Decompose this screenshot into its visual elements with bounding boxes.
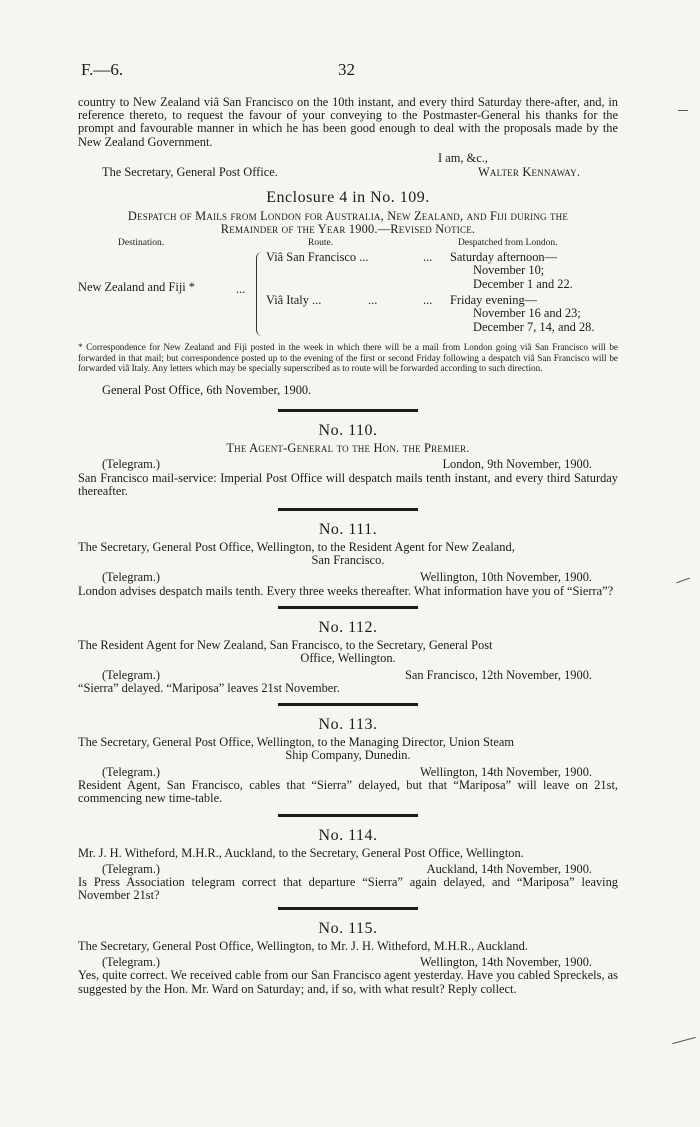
- telegram-tag: (Telegram.): [102, 764, 160, 779]
- telegram-body: Is Press Association telegram correct that departure “Sierra” again delayed, and “Mariposa” leaving November 21st?: [78, 875, 618, 903]
- addressee: The Secretary, General Post Office.: [102, 164, 278, 179]
- telegram-dateline: London, 9th November, 1900.: [442, 457, 592, 472]
- telegram-parties: Mr. J. H. Witheford, M.H.R., Auckland, to the Secretary, General Post Office, Wellington.: [78, 845, 524, 860]
- telegram-parties: Ship Company, Dunedin.: [285, 748, 411, 763]
- telegram-body: Resident Agent, San Francisco, cables that “Sierra” delayed, but that “Mariposa” will leave on 21st, commencing new time-table.: [78, 778, 618, 806]
- telegram-114: [78, 827, 618, 903]
- footnote: * Correspondence for New Zealand and Fiji posted in the week in which there will be a mail from London going viâ San Francisco will be forwarded in that mail; but correspondence posted up to the evening of the first or second Friday following a despatch viâ San Francisco will be forwarded viâ Italy. Any letters which may be specially superscribed as to route will be forwarded according to such direction.: [78, 342, 618, 374]
- telegram-dateline: Wellington, 14th November, 1900.: [420, 764, 592, 779]
- telegram-112: [78, 619, 618, 695]
- despatch-cell: November 10;: [473, 263, 545, 278]
- route-cell: Viâ Italy ...: [266, 293, 322, 308]
- telegram-heading: No. 114.: [318, 826, 378, 844]
- telegram-tag: (Telegram.): [102, 667, 160, 682]
- section-rule: [278, 409, 418, 412]
- destination-leader: ...: [236, 282, 246, 297]
- despatch-cell: December 1 and 22.: [473, 277, 573, 292]
- route-brace: [256, 252, 263, 336]
- section-rule: [278, 814, 418, 817]
- column-header-destination: Destination.: [118, 238, 165, 249]
- telegram-110: [78, 422, 618, 498]
- telegram-heading: No. 111.: [318, 521, 378, 539]
- telegram-parties: The Secretary, General Post Office, Wellington, to the Managing Director, Union Steam: [78, 735, 514, 750]
- telegram-body: Yes, quite correct. We received cable from our San Francisco agent yesterday. Have you cabled Spreckels, as suggested by the Hon. Mr. Ward on Saturday; and, if so, with what result? Reply collect.: [78, 968, 618, 996]
- signature: Walter Kennaway.: [478, 164, 581, 179]
- section-rule: [278, 606, 418, 609]
- route-cell: Viâ San Francisco ...: [266, 250, 369, 265]
- telegram-parties: The Secretary, General Post Office, Wellington, to the Resident Agent for New Zealand,: [78, 540, 515, 555]
- despatch-cell: Friday evening—: [450, 293, 538, 308]
- telegram-tag: (Telegram.): [102, 861, 160, 876]
- section-rule: [278, 508, 418, 511]
- column-header-route: Route.: [308, 238, 334, 249]
- route-leader: ...: [368, 293, 378, 308]
- despatch-table: [78, 238, 618, 342]
- route-leader: ...: [423, 250, 433, 265]
- telegram-body: London advises despatch mails tenth. Every three weeks thereafter. What information have you of “Sierra”?: [78, 583, 614, 598]
- telegram-parties: The Secretary, General Post Office, Wellington, to Mr. J. H. Witheford, M.H.R., Auckland.: [78, 938, 528, 953]
- telegram-parties: Office, Wellington.: [300, 651, 396, 666]
- despatch-cell: December 7, 14, and 28.: [473, 320, 595, 335]
- telegram-body: “Sierra” delayed. “Mariposa” leaves 21st November.: [78, 681, 340, 696]
- enclosure-section: [78, 189, 618, 397]
- telegram-parties: The Agent-General to the Hon. the Premier.: [226, 440, 470, 455]
- document-reference: F.—6.: [81, 60, 124, 79]
- telegram-dateline: Auckland, 14th November, 1900.: [426, 861, 592, 876]
- telegram-dateline: Wellington, 14th November, 1900.: [420, 954, 592, 969]
- telegram-heading: No. 113.: [318, 716, 378, 734]
- scan-mark: [678, 110, 688, 111]
- despatch-cell: November 16 and 23;: [473, 306, 581, 321]
- destination-cell: New Zealand and Fiji *: [78, 280, 195, 295]
- opening-section: [78, 96, 618, 179]
- telegram-113: [78, 716, 618, 805]
- enclosure-subtitle: Despatch of Mails from London for Australia, New Zealand, and Fiji during the: [127, 208, 569, 223]
- route-leader: ...: [423, 293, 433, 308]
- telegram-115: [78, 920, 618, 996]
- closing-phrase: I am, &c.,: [438, 150, 488, 165]
- despatch-cell: Saturday afternoon—: [450, 250, 558, 265]
- enclosure-signoff: General Post Office, 6th November, 1900.: [102, 382, 312, 397]
- scan-mark: [672, 1037, 695, 1044]
- telegram-111: [78, 521, 618, 598]
- telegram-body: San Francisco mail-service: Imperial Post Office will despatch mails tenth instant, and every third Saturday thereafter.: [78, 470, 618, 498]
- section-rule: [278, 703, 418, 706]
- telegram-heading: No. 110.: [318, 421, 378, 439]
- telegram-dateline: San Francisco, 12th November, 1900.: [404, 667, 592, 682]
- telegram-tag: (Telegram.): [102, 570, 160, 585]
- telegram-parties: The Resident Agent for New Zealand, San Francisco, to the Secretary, General Post: [78, 638, 493, 653]
- page-number: 32: [338, 60, 355, 79]
- telegram-dateline: Wellington, 10th November, 1900.: [420, 570, 592, 585]
- telegram-tag: (Telegram.): [102, 954, 160, 969]
- telegram-heading: No. 112.: [318, 619, 378, 637]
- telegram-tag: (Telegram.): [102, 457, 160, 472]
- enclosure-title: Enclosure 4 in No. 109.: [266, 188, 430, 206]
- telegram-parties: San Francisco.: [311, 553, 385, 568]
- scan-mark: [676, 578, 689, 584]
- column-header-despatched: Despatched from London.: [458, 238, 558, 249]
- section-rule: [278, 907, 418, 910]
- opening-paragraph: country to New Zealand viâ San Francisco on the 10th instant, and every third Saturday there-after, and, in reference thereto, to request the favour of your conveying to the Postmaster-General his thanks for the prompt and favourable manner in which he has been good enough to deal with the proposals made by the New Zealand Government.: [78, 95, 618, 149]
- enclosure-subtitle: Remainder of the Year 1900.—Revised Notice.: [220, 222, 476, 237]
- telegram-heading: No. 115.: [318, 919, 378, 937]
